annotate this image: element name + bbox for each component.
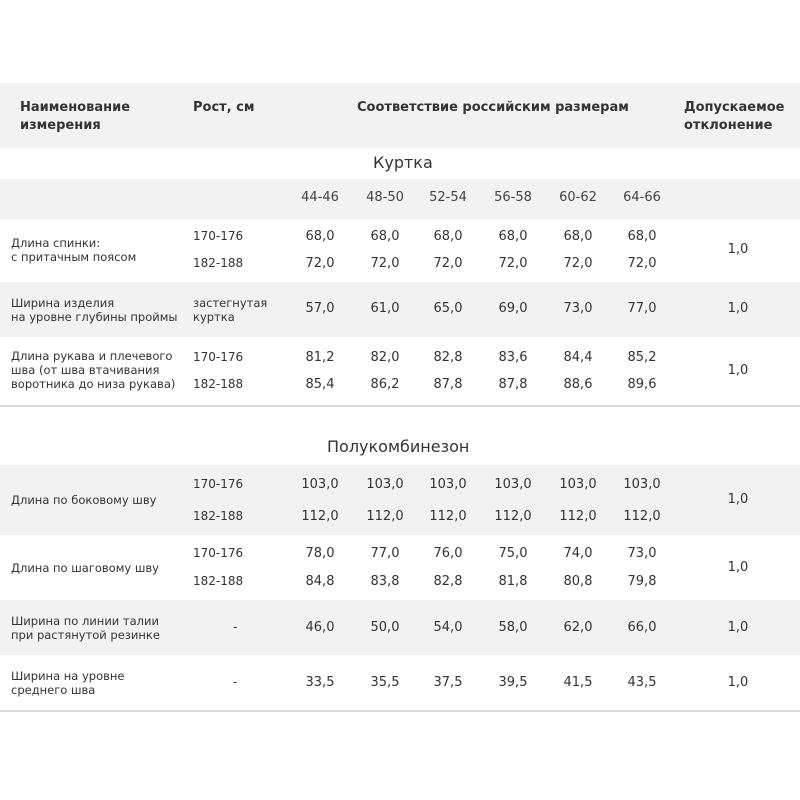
value-cell: 83,6 [498,350,528,365]
tolerance-cell: 1,0 [727,301,749,316]
value-cell: 83,8 [370,574,400,589]
value-cell: 72,0 [433,256,463,271]
tolerance-cell: 1,0 [727,492,749,507]
height-line: застегнутая [193,296,268,310]
value-cell: 86,2 [370,377,400,392]
value-cell: 103,0 [429,477,467,492]
value-cell: 43,5 [627,675,657,690]
tolerance-cell: 1,0 [727,675,749,690]
value-cell: 103,0 [623,477,661,492]
value-cell: 85,2 [627,350,657,365]
value-cell: 80,8 [563,574,593,589]
value-cell: 68,0 [563,229,593,244]
value-cell: 37,5 [433,675,463,690]
header-name-col [20,99,130,135]
value-cell: 82,8 [433,350,463,365]
tolerance-cell: 1,0 [727,363,749,378]
height-cell: - [233,620,238,634]
value-cell: 68,0 [498,229,528,244]
value-cell: 58,0 [498,620,528,635]
overall-title: Полукомбинезон [327,437,470,456]
size-label: 48-50 [366,190,404,205]
value-cell: 74,0 [563,546,593,561]
header-tol-line2: отклонение [684,118,773,133]
value-cell: 65,0 [433,301,463,316]
height-cell [193,296,267,324]
value-cell: 103,0 [559,477,597,492]
value-cell: 81,8 [498,574,528,589]
size-label: 60-62 [559,190,597,205]
height-cell: - [233,675,238,689]
header-name-line1: Наименование [20,100,131,115]
value-cell: 82,0 [370,350,400,365]
value-cell: 61,0 [370,301,400,316]
value-cell: 85,4 [305,377,335,392]
height-cell: 170-176 [193,229,244,243]
value-cell: 103,0 [366,477,404,492]
height-cell: 182-188 [193,256,244,270]
height-cell: 170-176 [193,350,244,364]
row-label [11,236,136,264]
value-cell: 54,0 [433,620,463,635]
value-cell: 73,0 [563,301,593,316]
height-cell: 170-176 [193,546,244,560]
section-divider [0,405,800,407]
row-label [11,669,125,697]
value-cell: 72,0 [563,256,593,271]
header-sizes-col: Соответствие российским размерам [357,100,629,115]
tolerance-cell: 1,0 [727,242,749,257]
size-label: 56-58 [494,190,532,205]
value-cell: 72,0 [370,256,400,271]
value-cell: 41,5 [563,675,593,690]
value-cell: 72,0 [627,256,657,271]
height-cell: 182-188 [193,377,244,391]
value-cell: 87,8 [433,377,463,392]
row-label-line: Длина по шаговому шву [11,561,159,575]
value-cell: 88,6 [563,377,593,392]
row-label-line: Ширина по линии талии [11,614,159,628]
value-cell: 62,0 [563,620,593,635]
height-cell: 182-188 [193,574,244,588]
value-cell: 72,0 [498,256,528,271]
value-cell: 76,0 [433,546,463,561]
value-cell: 112,0 [623,509,661,524]
value-cell: 66,0 [627,620,657,635]
value-cell: 84,8 [305,574,335,589]
value-cell: 75,0 [498,546,528,561]
row-label-line: Длина рукава и плечевого [11,349,173,363]
height-line: куртка [193,310,235,324]
value-cell: 73,0 [627,546,657,561]
value-cell: 84,4 [563,350,593,365]
value-cell: 57,0 [305,301,335,316]
value-cell: 112,0 [429,509,467,524]
size-label: 64-66 [623,190,661,205]
tolerance-cell: 1,0 [727,620,749,635]
row-label-line: с притачным поясом [11,250,137,264]
value-cell: 68,0 [433,229,463,244]
row-label [11,349,175,391]
value-cell: 112,0 [559,509,597,524]
height-cell: 170-176 [193,477,244,491]
value-cell: 72,0 [305,256,335,271]
value-cell: 103,0 [494,477,532,492]
row-label [11,296,178,324]
value-cell: 87,8 [498,377,528,392]
value-cell: 112,0 [494,509,532,524]
value-cell: 50,0 [370,620,400,635]
tolerance-cell: 1,0 [727,560,749,575]
header-height-col: Рост, см [193,100,255,115]
row-label [11,614,160,642]
size-label: 44-46 [301,190,339,205]
value-cell: 68,0 [305,229,335,244]
size-label: 52-54 [429,190,467,205]
value-cell: 82,8 [433,574,463,589]
value-cell: 79,8 [627,574,657,589]
row-label-line: шва (от шва втачивания [11,363,160,377]
height-cell: 182-188 [193,509,244,523]
value-cell: 35,5 [370,675,400,690]
value-cell: 39,5 [498,675,528,690]
header-tol-line1: Допускаемое [684,100,785,115]
row-label [11,493,156,507]
row-label-line: Длина спинки: [11,236,101,250]
value-cell: 68,0 [627,229,657,244]
value-cell: 89,6 [627,377,657,392]
value-cell: 81,2 [305,350,335,365]
row-label-line: при растянутой резинке [11,628,160,642]
value-cell: 69,0 [498,301,528,316]
row-label-line: Ширина изделия [11,296,115,310]
value-cell: 46,0 [305,620,335,635]
value-cell: 77,0 [627,301,657,316]
value-cell: 33,5 [305,675,335,690]
row-label-line: среднего шва [11,683,96,697]
value-cell: 68,0 [370,229,400,244]
row-label-line: Ширина на уровне [11,669,125,683]
value-cell: 77,0 [370,546,400,561]
header-name-line2: измерения [20,118,101,133]
row-label-line: на уровне глубины проймы [11,310,178,324]
header-tolerance-col [684,99,784,135]
row-label-line: воротника до низа рукава) [11,377,176,391]
row-label [11,561,159,575]
row-label-line: Длина по боковому шву [11,493,157,507]
bottom-divider [0,710,800,712]
value-cell: 78,0 [305,546,335,561]
value-cell: 103,0 [301,477,339,492]
jacket-title: Куртка [373,153,433,172]
value-cell: 112,0 [301,509,339,524]
value-cell: 112,0 [366,509,404,524]
